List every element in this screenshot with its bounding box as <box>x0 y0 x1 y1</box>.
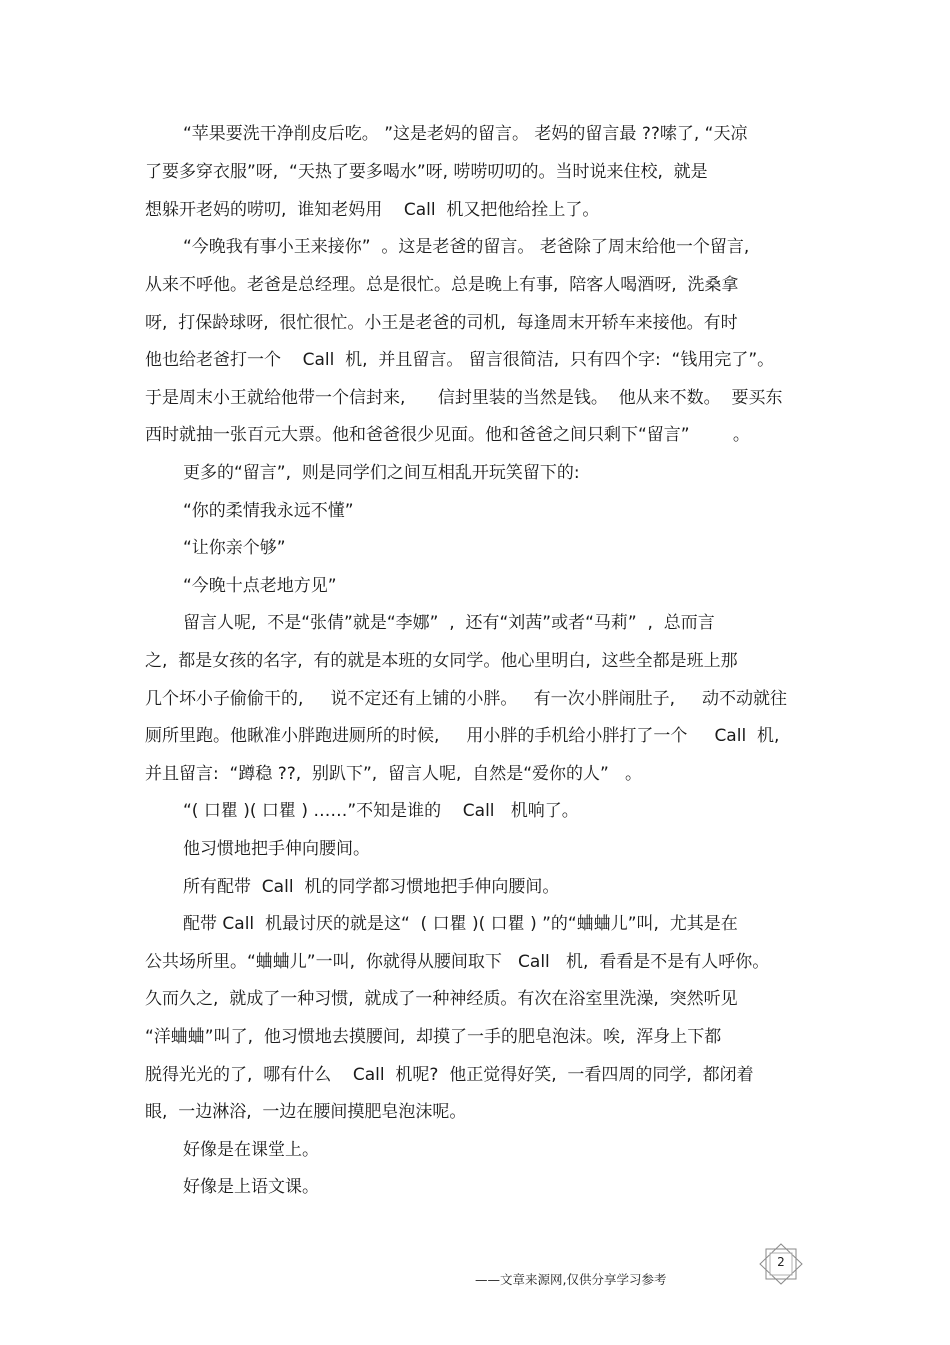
text-line: 从来不呼他。老爸是总经理。总是很忙。总是晚上有事, 陪客人喝酒呀, 洗桑拿 <box>145 275 739 295</box>
text-line: 眼, 一边淋浴, 一边在腰间摸肥皂泡沫呢。 <box>145 1102 467 1122</box>
source-note: ——文章来源网,仅供分享学习参考 <box>475 1272 667 1287</box>
text-line: 了要多穿衣服”呀, “天热了要多喝水”呀, 唠唠叨叨的。当时说来住校, 就是 <box>145 162 708 182</box>
text-line: 西时就抽一张百元大票。他和爸爸很少见面。他和爸爸之间只剩下“留言” 。 <box>145 425 750 445</box>
text-line: 所有配带 Call 机的同学都习惯地把手伸向腰间。 <box>183 877 560 897</box>
text-line: “你的柔情我永远不懂” <box>183 501 354 521</box>
text-line: 并且留言: “蹲稳 ??, 别趴下”, 留言人呢, 自然是“爱你的人” 。 <box>145 764 643 784</box>
text-line: 配带 Call 机最讨厌的就是这“ ( 口瞿 )( 口瞿 ) ”的“蛐蛐儿”叫, 尤其是在 <box>183 914 738 934</box>
page-number: 2 <box>777 1255 785 1269</box>
text-line: 他习惯地把手伸向腰间。 <box>183 839 370 859</box>
text-line: 厕所里跑。他瞅准小胖跑进厕所的时候, 用小胖的手机给小胖打了一个 Call 机, <box>145 726 780 746</box>
text-line: 脱得光光的了, 哪有什么 Call 机呢? 他正觉得好笑, 一看四周的同学, 都闭着 <box>145 1065 754 1085</box>
text-line: “今晚我有事小王来接你” 。这是老爸的留言。 老爸除了周末给他一个留言, <box>183 237 750 257</box>
text-line: 好像是在课堂上。 <box>183 1140 319 1160</box>
text-line: “让你亲个够” <box>183 538 286 558</box>
text-line: 于是周末小王就给他带一个信封来, 信封里装的当然是钱。 他从来不数。 要买东 <box>145 388 783 408</box>
text-line: 呀, 打保龄球呀, 很忙很忙。小王是老爸的司机, 每逢周末开轿车来接他。有时 <box>145 313 738 333</box>
text-line: “洋蛐蛐”叫了, 他习惯地去摸腰间, 却摸了一手的肥皂泡沫。唉, 浑身上下都 <box>145 1027 722 1047</box>
text-line: 好像是上语文课。 <box>183 1177 319 1197</box>
text-line: “苹果要洗干净削皮后吃。 ”这是老妈的留言。 老妈的留言最 ??嗦了, “天凉 <box>183 124 748 144</box>
text-line: 他也给老爸打一个 Call 机, 并且留言。 留言很简洁, 只有四个字: “钱用完了”。 <box>145 350 775 370</box>
page-number-badge <box>757 1243 805 1285</box>
text-line: 更多的“留言”, 则是同学们之间互相乱开玩笑留下的: <box>183 463 580 483</box>
text-line: 想躲开老妈的唠叨, 谁知老妈用 Call 机又把他给拴上了。 <box>145 200 600 220</box>
text-line: 公共场所里。“蛐蛐儿”一叫, 你就得从腰间取下 Call 机, 看看是不是有人呼你。 <box>145 952 770 972</box>
text-line: “今晚十点老地方见” <box>183 576 337 596</box>
text-line: “( 口瞿 )( 口瞿 ) ……”不知是谁的 Call 机响了。 <box>183 801 579 821</box>
text-line: 几个坏小子偷偷干的, 说不定还有上铺的小胖。 有一次小胖闹肚子, 动不动就往 <box>145 689 788 709</box>
text-line: 之, 都是女孩的名字, 有的就是本班的女同学。他心里明白, 这些全都是班上那 <box>145 651 738 671</box>
text-line: 久而久之, 就成了一种习惯, 就成了一种神经质。有次在浴室里洗澡, 突然听见 <box>145 989 738 1009</box>
text-line: 留言人呢, 不是“张倩”就是“李娜” , 还有“刘茜”或者“马莉” , 总而言 <box>183 613 715 633</box>
